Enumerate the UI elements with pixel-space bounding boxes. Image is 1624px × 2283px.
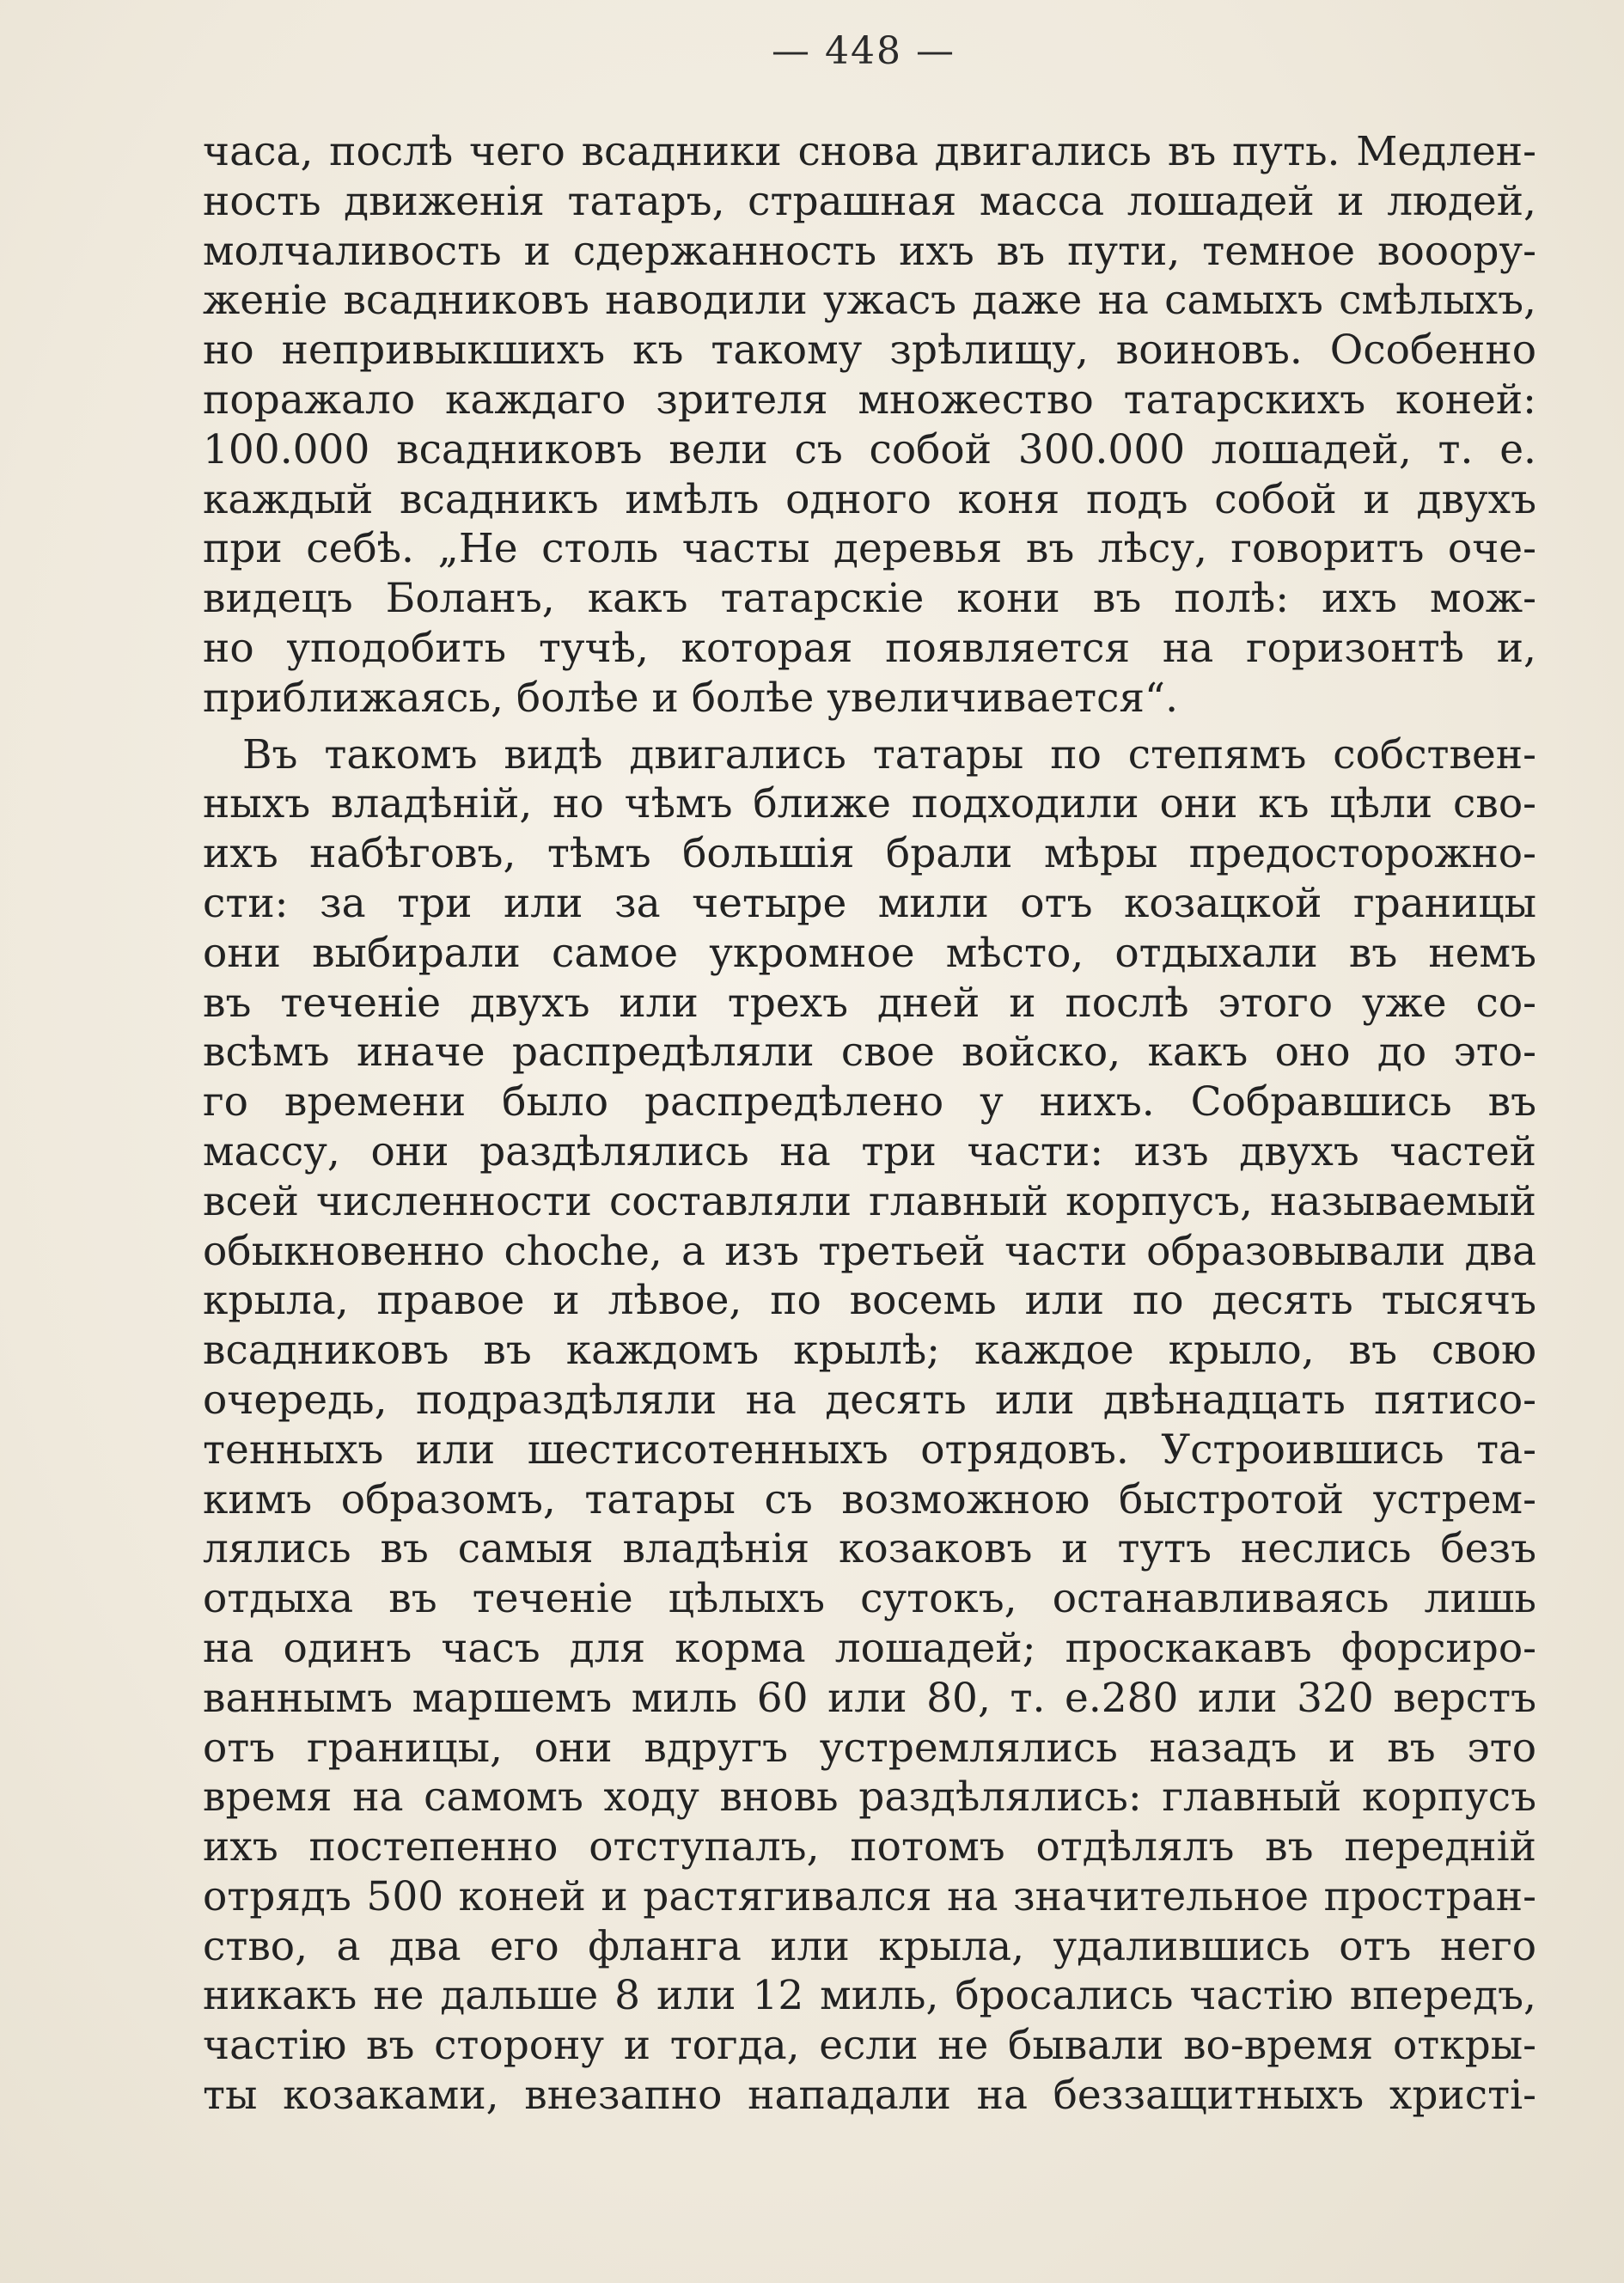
text-line: время на самомъ ходу вновь раздѣлялись: главный корпусъ — [203, 1773, 1536, 1822]
text-line: на одинъ часъ для корма лошадей; проскакавъ форсиро- — [203, 1624, 1536, 1672]
text-line: отрядъ 500 коней и растягивался на значительное простран- — [203, 1872, 1536, 1920]
text-line: лялись въ самыя владѣнія козаковъ и тутъ неслись безъ — [203, 1525, 1536, 1573]
text-line: всей численности составляли главный корпусъ, называемый — [203, 1177, 1536, 1225]
text-line: при себѣ. „Не столь часты деревья въ лѣсу, говоритъ оче- — [203, 525, 1536, 573]
text-line: но непривыкшихъ къ такому зрѣлищу, воиновъ. Особенно — [203, 327, 1536, 375]
text-line: поражало каждаго зрителя множество татарскихъ коней: — [203, 375, 1536, 424]
text-line: приближаясь, болѣе и болѣе увеличивается“. — [203, 674, 1179, 722]
text-line: отъ границы, они вдругъ устремлялись назадъ и въ это — [203, 1724, 1536, 1772]
text-line: всадниковъ въ каждомъ крылѣ; каждое крыло, въ свою — [203, 1327, 1536, 1375]
text-line: сти: за три или за четыре мили отъ козацкой границы — [203, 879, 1536, 927]
text-line: 100.000 всадниковъ вели съ собой 300.000 лошадей, т. е. — [203, 425, 1536, 473]
body-text — [203, 127, 1536, 2121]
text-line: Въ такомъ видѣ двигались татары по степямъ собствен- — [242, 730, 1536, 778]
text-line: молчаливость и сдержанность ихъ въ пути, темное вооору- — [203, 227, 1536, 275]
text-line: видецъ Боланъ, какъ татарскіе кони въ полѣ: ихъ мож- — [203, 575, 1536, 623]
text-line: часа, послѣ чего всадники снова двигались въ путь. Медлен- — [203, 128, 1536, 175]
text-line: женіе всадниковъ наводили ужасъ даже на самыхъ смѣлыхъ, — [203, 277, 1536, 325]
text-line: кимъ образомъ, татары съ возможною быстротой устрем- — [203, 1475, 1536, 1523]
text-line: тенныхъ или шестисотенныхъ отрядовъ. Устроившись та- — [203, 1425, 1536, 1474]
text-line: ты козаками, внезапно нападали на беззащитныхъ христі- — [203, 2072, 1536, 2120]
text-line: ность движенія татаръ, страшная масса лошадей и людей, — [203, 177, 1536, 225]
text-line: они выбирали самое укромное мѣсто, отдыхали въ немъ — [203, 929, 1536, 977]
page-number: — 448 — — [772, 29, 955, 73]
text-line: го времени было распредѣлено у нихъ. Собравшись въ — [203, 1078, 1536, 1126]
paragraph-2 — [203, 730, 1536, 2121]
text-line: ихъ набѣговъ, тѣмъ большія брали мѣры предосторожно- — [203, 830, 1536, 878]
text-line: очередь, подраздѣляли на десять или двѣнадцать пятисо- — [203, 1376, 1536, 1424]
text-line: всѣмъ иначе распредѣляли свое войско, какъ оно до это- — [203, 1029, 1536, 1077]
text-line: каждый всадникъ имѣлъ одного коня подъ собой и двухъ — [203, 475, 1536, 523]
text-line: ство, а два его фланга или крыла, удалившись отъ него — [203, 1922, 1536, 1970]
text-line: ваннымъ маршемъ миль 60 или 80, т. е.280 или 320 верстъ — [203, 1674, 1536, 1722]
text-line: крыла, правое и лѣвое, по восемь или по десять тысячъ — [203, 1277, 1536, 1325]
text-line: никакъ не дальше 8 или 12 миль, бросались частію впередъ, — [203, 1972, 1536, 2020]
text-line: частію въ сторону и тогда, если не бывали во-время откры- — [203, 2022, 1536, 2070]
paragraph-1 — [203, 127, 1536, 723]
text-line: отдыха въ теченіе цѣлыхъ сутокъ, останавливаясь лишь — [203, 1575, 1536, 1623]
text-line: но уподобить тучѣ, которая появляется на горизонтѣ и, — [203, 624, 1536, 672]
text-line: ихъ постепенно отступалъ, потомъ отдѣлялъ въ передній — [203, 1823, 1536, 1871]
text-line: обыкновенно choche, а изъ третьей части образовывали два — [203, 1227, 1536, 1275]
text-line: массу, они раздѣлялись на три части: изъ двухъ частей — [203, 1127, 1536, 1175]
text-line: ныхъ владѣній, но чѣмъ ближе подходили они къ цѣли сво- — [203, 780, 1536, 828]
text-line: въ теченіе двухъ или трехъ дней и послѣ этого уже со- — [203, 979, 1536, 1027]
